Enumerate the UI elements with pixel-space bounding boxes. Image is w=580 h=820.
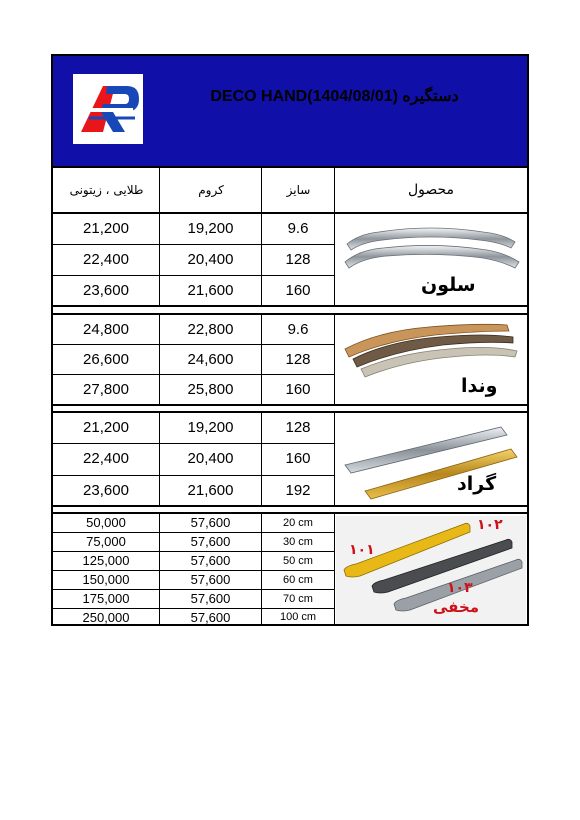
price-chrome: 57,600 (190, 610, 231, 625)
size-value: 9.6 (287, 321, 309, 338)
model-number-101: ۱۰۱ (349, 542, 375, 558)
price-chrome: 57,600 (190, 534, 231, 549)
product-group-vanda (53, 313, 527, 406)
divider (261, 514, 262, 626)
column-header-row (53, 166, 527, 214)
price-gold-olive: 23,600 (83, 482, 129, 499)
price-chrome: 20,400 (187, 251, 234, 268)
price-chrome: 57,600 (190, 572, 231, 587)
price-chrome: 57,600 (190, 591, 231, 606)
price-gold-olive: 26,600 (83, 351, 129, 368)
size-value: 192 (285, 482, 311, 499)
product-name: گراد (457, 473, 497, 495)
divider (334, 413, 335, 505)
price-gold-olive: 24,800 (83, 321, 129, 338)
price-chrome: 22,800 (187, 321, 234, 338)
price-gold-olive: 75,000 (86, 534, 126, 549)
model-number-102: ۱۰۲ (477, 517, 503, 533)
divider (159, 413, 160, 505)
price-chrome: 57,600 (190, 553, 231, 568)
divider (334, 514, 335, 626)
price-gold-olive: 22,400 (83, 251, 129, 268)
divider (159, 315, 160, 404)
price-gold-olive: 175,000 (82, 591, 130, 606)
price-chrome: 57,600 (190, 515, 231, 530)
header-banner (53, 56, 527, 166)
price-chrome: 19,200 (187, 419, 234, 436)
size-value: 100 cm (279, 611, 317, 623)
price-gold-olive: 50,000 (86, 515, 126, 530)
divider (334, 214, 335, 307)
size-value: 160 (285, 282, 311, 299)
price-gold-olive: 22,400 (83, 450, 129, 467)
product-name: مخفی (433, 598, 480, 616)
model-number-103: ۱۰۳ (447, 580, 473, 596)
product-group-grad (53, 411, 527, 507)
price-chrome: 21,600 (187, 482, 234, 499)
product-name: وندا (461, 375, 498, 397)
price-gold-olive: 150,000 (82, 572, 130, 587)
handle-image-solon (339, 222, 523, 278)
divider (261, 413, 262, 505)
size-value: 50 cm (283, 555, 313, 567)
price-gold-olive: 125,000 (82, 553, 130, 568)
product-group-hidden (53, 512, 527, 624)
price-chrome: 19,200 (187, 220, 234, 237)
price-chrome: 24,600 (187, 351, 234, 368)
price-chrome: 25,800 (187, 381, 234, 398)
size-value: 160 (285, 450, 311, 467)
size-value: 128 (285, 251, 311, 268)
divider (261, 315, 262, 404)
logo-graphic (73, 74, 143, 144)
page-title: دستگیره (1404/08/01)DECO HAND (210, 88, 459, 105)
handle-image-vanda (339, 319, 523, 383)
price-gold-olive: 250,000 (82, 610, 130, 625)
price-chrome: 20,400 (187, 450, 234, 467)
size-value: 20 cm (283, 517, 313, 529)
divider (159, 168, 160, 212)
size-value: 160 (285, 381, 311, 398)
size-value: 70 cm (283, 593, 313, 605)
col-header-product: محصول (407, 182, 455, 198)
divider (334, 315, 335, 404)
size-value: 9.6 (287, 220, 309, 237)
divider (261, 168, 262, 212)
price-gold-olive: 23,600 (83, 282, 129, 299)
brand-logo (73, 74, 143, 144)
divider (159, 214, 160, 307)
col-header-size: سایز (286, 183, 311, 197)
size-value: 128 (285, 351, 311, 368)
col-header-chrome: کروم (198, 183, 224, 197)
price-gold-olive: 21,200 (83, 419, 129, 436)
divider (334, 168, 335, 212)
col-header-gold-olive: طلایی ، زیتونی (69, 183, 144, 197)
price-sheet (51, 54, 529, 626)
size-value: 128 (285, 419, 311, 436)
size-value: 60 cm (283, 574, 313, 586)
product-name: سلون (421, 274, 476, 296)
price-gold-olive: 21,200 (83, 220, 129, 237)
price-gold-olive: 27,800 (83, 381, 129, 398)
divider (159, 514, 160, 626)
product-group-solon (53, 214, 527, 307)
price-chrome: 21,600 (187, 282, 234, 299)
size-value: 30 cm (283, 536, 313, 548)
divider (261, 214, 262, 307)
